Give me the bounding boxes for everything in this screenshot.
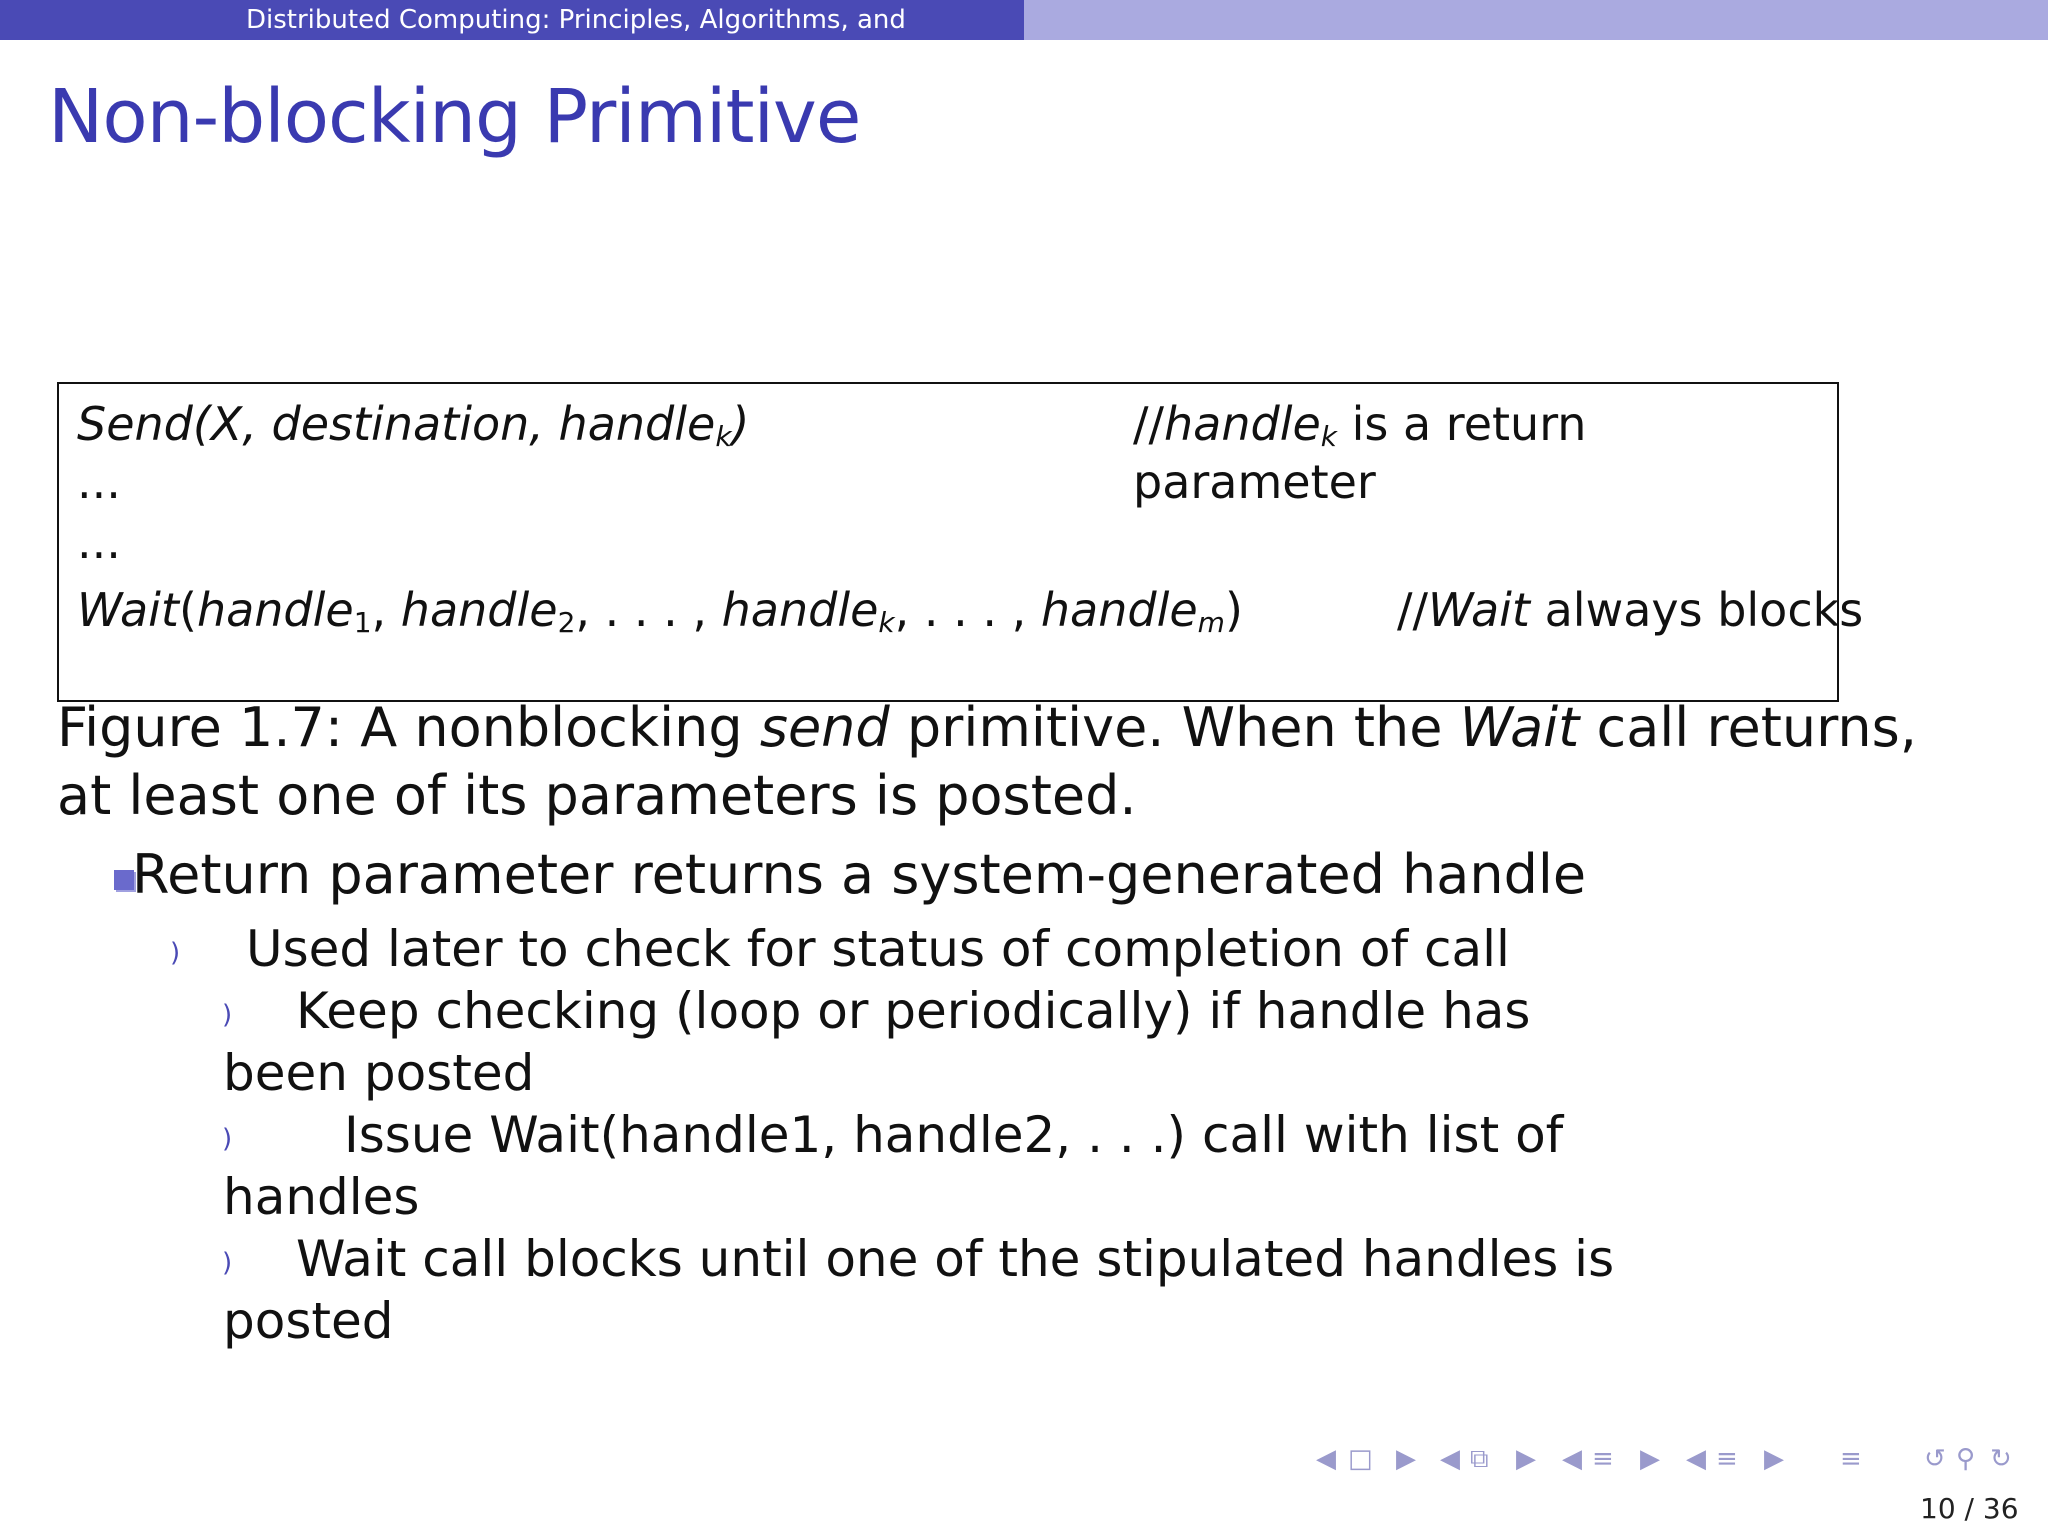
nav-next-section-icon[interactable]: ▶: [1640, 1444, 1660, 1474]
comment-parameter: parameter: [1133, 455, 1376, 509]
caption-part-2: primitive. When the: [889, 696, 1460, 759]
wait-open: (: [178, 583, 197, 637]
nav-next-subsection-icon[interactable]: ▶: [1516, 1444, 1536, 1474]
header-title: Distributed Computing: Principles, Algorithms, and: [0, 0, 1024, 40]
wait-sep-3: , . . . ,: [894, 583, 1041, 637]
send-subscript: k: [715, 420, 732, 453]
header-bar: [0, 0, 2048, 40]
nav-prev-frame-icon[interactable]: ◀: [1316, 1444, 1336, 1474]
bullet-wait-blocks-line1: Wait call blocks until one of the stipulated handles is: [296, 1230, 1615, 1288]
comment-wait: Wait: [1428, 583, 1530, 637]
nav-outline-icon[interactable]: ≡: [1840, 1444, 1862, 1474]
bullet-keep-checking-line1: Keep checking (loop or periodically) if handle has: [296, 982, 1531, 1040]
page-total: 36: [1982, 1492, 2019, 1525]
nav-subsection-icon[interactable]: ⧉: [1470, 1444, 1489, 1474]
bullet-issue-wait-line1: Issue Wait(handle1, handle2, . . .) call with list of: [344, 1106, 1564, 1164]
comment-handle-sub: k: [1320, 420, 1337, 453]
page-separator: /: [1955, 1492, 1983, 1525]
nav-section-icon[interactable]: ≡: [1592, 1444, 1614, 1474]
page-current: 10: [1920, 1492, 1956, 1525]
nav-search-icon[interactable]: ⚲: [1956, 1444, 1976, 1474]
dots-line-1: ...: [77, 455, 121, 509]
bullet-marker-l3-3: ): [222, 1248, 233, 1278]
header-right-band: [1024, 0, 2048, 40]
send-close: ): [731, 397, 750, 451]
bullet-used-later: Used later to check for status of completion of call: [246, 920, 1510, 978]
wait-handle-1-sub: 1: [353, 606, 372, 639]
nav-prev-subsection-icon[interactable]: ◀: [1440, 1444, 1460, 1474]
nav-next-document-icon[interactable]: ▶: [1764, 1444, 1784, 1474]
caption-send: send: [759, 696, 890, 759]
comment-wait-blocks: [1397, 580, 1863, 640]
page-title: Non-blocking Primitive: [48, 74, 861, 160]
comment-handle: handle: [1164, 397, 1321, 451]
comment-slashes-2: //: [1397, 583, 1428, 637]
page-number: [1920, 1492, 2019, 1525]
wait-line: [77, 580, 1243, 653]
bullet-issue-wait-line2: handles: [223, 1168, 420, 1226]
send-call: Send(X, destination, handle: [77, 397, 716, 451]
wait-sep-2: , . . . ,: [575, 583, 722, 637]
comment-return-text: is a return: [1337, 397, 1587, 451]
nav-document-icon[interactable]: ≡: [1716, 1444, 1738, 1474]
bullet-marker-l3-1: ): [222, 1000, 233, 1030]
bullet-square-icon: [114, 870, 134, 890]
send-line: [77, 394, 750, 467]
code-box: [57, 382, 1864, 702]
wait-handle-k-sub: k: [878, 606, 895, 639]
nav-prev-section-icon[interactable]: ◀: [1562, 1444, 1582, 1474]
wait-handle-1: handle: [196, 583, 354, 637]
beamer-navigation: [1310, 1444, 2030, 1484]
bullet-marker-l2: ): [170, 938, 181, 968]
wait-handle-2-sub: 2: [557, 606, 576, 639]
bullet-marker-l3-2: ): [222, 1124, 233, 1154]
caption-part-3: call returns, at least one of its parameters is posted.: [57, 696, 1917, 827]
nav-next-frame-icon[interactable]: ▶: [1396, 1444, 1416, 1474]
wait-handle-m-sub: m: [1197, 606, 1225, 639]
caption-part-1: Figure 1.7: A nonblocking: [57, 696, 760, 759]
nav-forward-icon[interactable]: ↻: [1990, 1444, 2012, 1474]
nav-prev-document-icon[interactable]: ◀: [1686, 1444, 1706, 1474]
caption-wait: Wait: [1459, 696, 1580, 759]
dots-line-2: ...: [77, 515, 121, 569]
nav-frame-icon[interactable]: □: [1348, 1444, 1373, 1474]
wait-handle-2: handle: [400, 583, 558, 637]
comment-blocks-text: always blocks: [1529, 583, 1864, 637]
wait-sep-1: ,: [371, 583, 401, 637]
nav-back-icon[interactable]: ↺: [1924, 1444, 1946, 1474]
wait-keyword: Wait: [77, 583, 179, 637]
comment-slashes-1: //: [1133, 397, 1164, 451]
bullet-keep-checking-line2: been posted: [223, 1044, 535, 1102]
bullet-return-parameter: Return parameter returns a system-generated handle: [132, 843, 1587, 906]
bullet-wait-blocks-line2: posted: [223, 1292, 394, 1350]
figure-caption: [57, 694, 1957, 830]
wait-handle-m: handle: [1040, 583, 1198, 637]
wait-handle-k: handle: [721, 583, 879, 637]
wait-close: ): [1224, 583, 1243, 637]
